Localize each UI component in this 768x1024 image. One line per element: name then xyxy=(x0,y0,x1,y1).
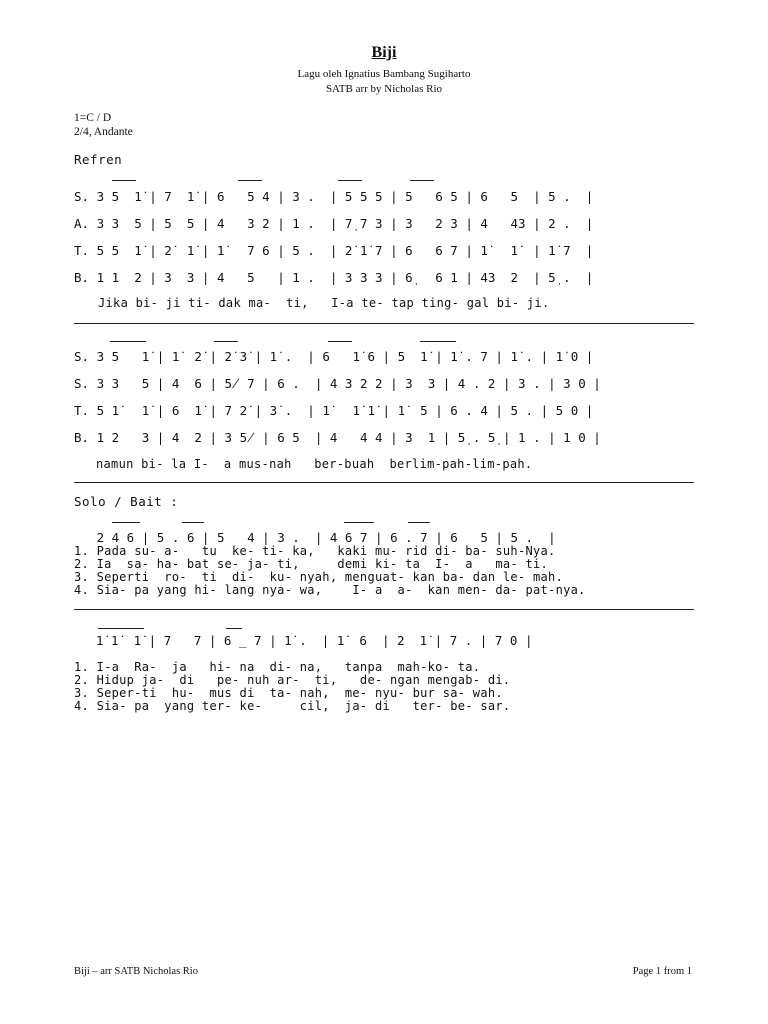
verse-4-lyric: 4. Sia- pa yang ter- ke- cil, ja- di ter- be- sar. xyxy=(74,699,511,713)
verse-2-lyric: 2. Hidup ja- di pe- nuh ar- ti, de- ngan mengab- di. xyxy=(74,673,511,687)
tenor-row: T. 5 5 1̇ | 2̇ 1̇ | 1̇ 7 6 | 5 . | 2̇ 1̇ 7 | 6 6 7 | 1̇ 1̇ | 1̇ 7 | xyxy=(74,243,594,258)
key-signature: 1=C / D xyxy=(74,112,112,124)
alto-row: A. 3 3 5 | 5 5 | 4 3 2 | 1 . | 7̣ 7 3 | 3 2 3 | 4 43 | 2 . | xyxy=(74,216,594,231)
verse-1-lyric: 1. Pada su- a- tu ke- ti- ka, kaki mu- rid di- ba- suh-Nya. xyxy=(74,544,556,558)
verse-4-lyric: 4. Sia- pa yang hi- lang nya- wa, I- a a- kan men- da- pat-nya. xyxy=(74,583,586,597)
lyric-line: namun bi- la I- a mus-nah ber-buah berlim-pah-lim-pah. xyxy=(96,457,533,471)
footer-page-number: Page 1 from 1 xyxy=(632,966,692,977)
footer-left: Biji – arr SATB Nicholas Rio xyxy=(74,966,198,977)
solo-label: Solo / Bait : xyxy=(74,494,179,509)
section-divider xyxy=(74,323,694,324)
arranger-line: SATB arr by Nicholas Rio xyxy=(325,83,443,95)
verse-2-lyric: 2. Ia sa- ha- bat se- ja- ti, demi ki- ta I- a ma- ti. xyxy=(74,557,549,571)
refren-label: Refren xyxy=(74,152,123,167)
solo-notes: 2 4 6 | 5 . 6 | 5 4 | 3 . | 4 6 7 | 6 . 7 | 6 5 | 5 . | xyxy=(74,530,556,545)
bass-row: B. 1 2 3 | 4 2 | 3 5̸ | 6 5 | 4 4 4 | 3 1 | 5̣ . 5̣ | 1 . | 1 0 | xyxy=(74,430,601,445)
bass-row: B. 1 1 2 | 3 3 | 4 5 | 1 . | 3 3 3 | 6̣ 6 1 | 43 2 | 5̣ . | xyxy=(74,270,594,285)
soprano-row: S. 3 5 1̇ | 1̇ 2̇ | 2̇ 3̇ | 1̇ . | 6 1̇ 6 | 5 1̇ | 1̇ . 7 | 1̇ . | 1̇ 0 | xyxy=(74,349,594,364)
tempo-marking: 2/4, Andante xyxy=(74,126,133,138)
verse-3-lyric: 3. Seper-ti hu- mus di ta- nah, me- nyu- bur sa- wah. xyxy=(74,686,503,700)
verse-3-lyric: 3. Seperti ro- ti di- ku- nyah, menguat- kan ba- dan le- mah. xyxy=(74,570,564,584)
alto-row: S. 3 3 5 | 4 6 | 5̸ 7 | 6 . | 4 3 2 2 | 3 3 | 4 . 2 | 3 . | 3 0 | xyxy=(74,376,601,391)
solo-notes: 1̇ 1̇ 1̇ | 7 7 | 6 _ 7 | 1̇ . | 1̇ 6 | 2 1̇ | 7 . | 7 0 | xyxy=(96,633,533,648)
section-divider xyxy=(74,482,694,483)
tenor-row: T. 5 1̇ 1̇ | 6 1̇ | 7 2̇ | 3̇ . | 1̇ 1̇ 1̇ | 1̇ 5 | 6 . 4 | 5 . | 5 0 | xyxy=(74,403,594,418)
section-divider xyxy=(74,609,694,610)
composer-line: Lagu oleh Ignatius Bambang Sugiharto xyxy=(297,68,471,80)
lyric-line: Jika bi- ji ti- dak ma- ti, I-a te- tap ting- gal bi- ji. xyxy=(98,296,550,310)
song-title: Biji xyxy=(371,44,397,61)
verse-1-lyric: 1. I-a Ra- ja hi- na di- na, tanpa mah-ko- ta. xyxy=(74,660,481,674)
soprano-row: S. 3 5 1̇ | 7 1̇ | 6 5 4 | 3 . | 5 5 5 | 5 6 5 | 6 5 | 5 . | xyxy=(74,189,594,204)
